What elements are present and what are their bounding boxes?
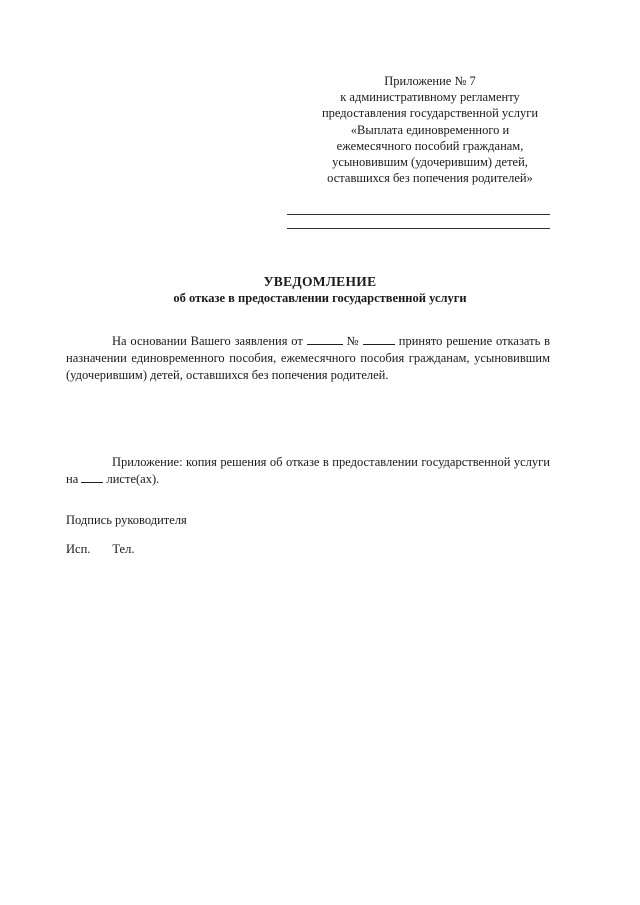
appendix-header [300, 73, 560, 186]
signature-label: Подпись руководителя [66, 513, 187, 527]
appendix-line: оставшихся без попечения родителей» [327, 171, 533, 186]
title-subtitle: об отказе в предоставлении государственной услуги [173, 291, 467, 305]
appendix-line: ежемесячного пособий гражданам, [336, 138, 524, 153]
document-title [0, 273, 640, 307]
attachment-text-part2: листе(ах). [106, 472, 160, 486]
appendix-line: к административному регламенту [340, 90, 520, 105]
application-date-blank [307, 334, 343, 345]
appendix-line: усыновившим (удочерившим) детей, [332, 155, 528, 170]
notice-text-part1: На основании Вашего заявления от [112, 334, 303, 348]
application-number-blank [363, 334, 395, 345]
attachment-text-part1: Приложение: копия решения об отказе в предоставлении государственной услуги на [66, 455, 550, 486]
phone-label: Тел. [112, 542, 135, 556]
attachment-paragraph [66, 454, 550, 488]
notice-text-part2: принято решение отказать в назначении единовременного пособия, ежемесячного пособия гражданам, усыновившим (удочерившим) детей, оставшихся без попечения родителей. [66, 334, 550, 382]
number-sign: № [346, 334, 360, 348]
recipient-line [287, 214, 550, 215]
executor-label: Исп. [66, 542, 91, 556]
title-main: УВЕДОМЛЕНИЕ [263, 274, 377, 289]
contacts-line [66, 541, 134, 558]
appendix-line: Приложение № 7 [384, 74, 476, 88]
appendix-line: «Выплата единовременного и [350, 122, 510, 137]
notice-paragraph [66, 333, 550, 384]
recipient-address-lines [287, 214, 550, 242]
sheets-count-blank [81, 472, 103, 483]
recipient-line [287, 228, 550, 229]
appendix-line: предоставления государственной услуги [321, 106, 539, 121]
